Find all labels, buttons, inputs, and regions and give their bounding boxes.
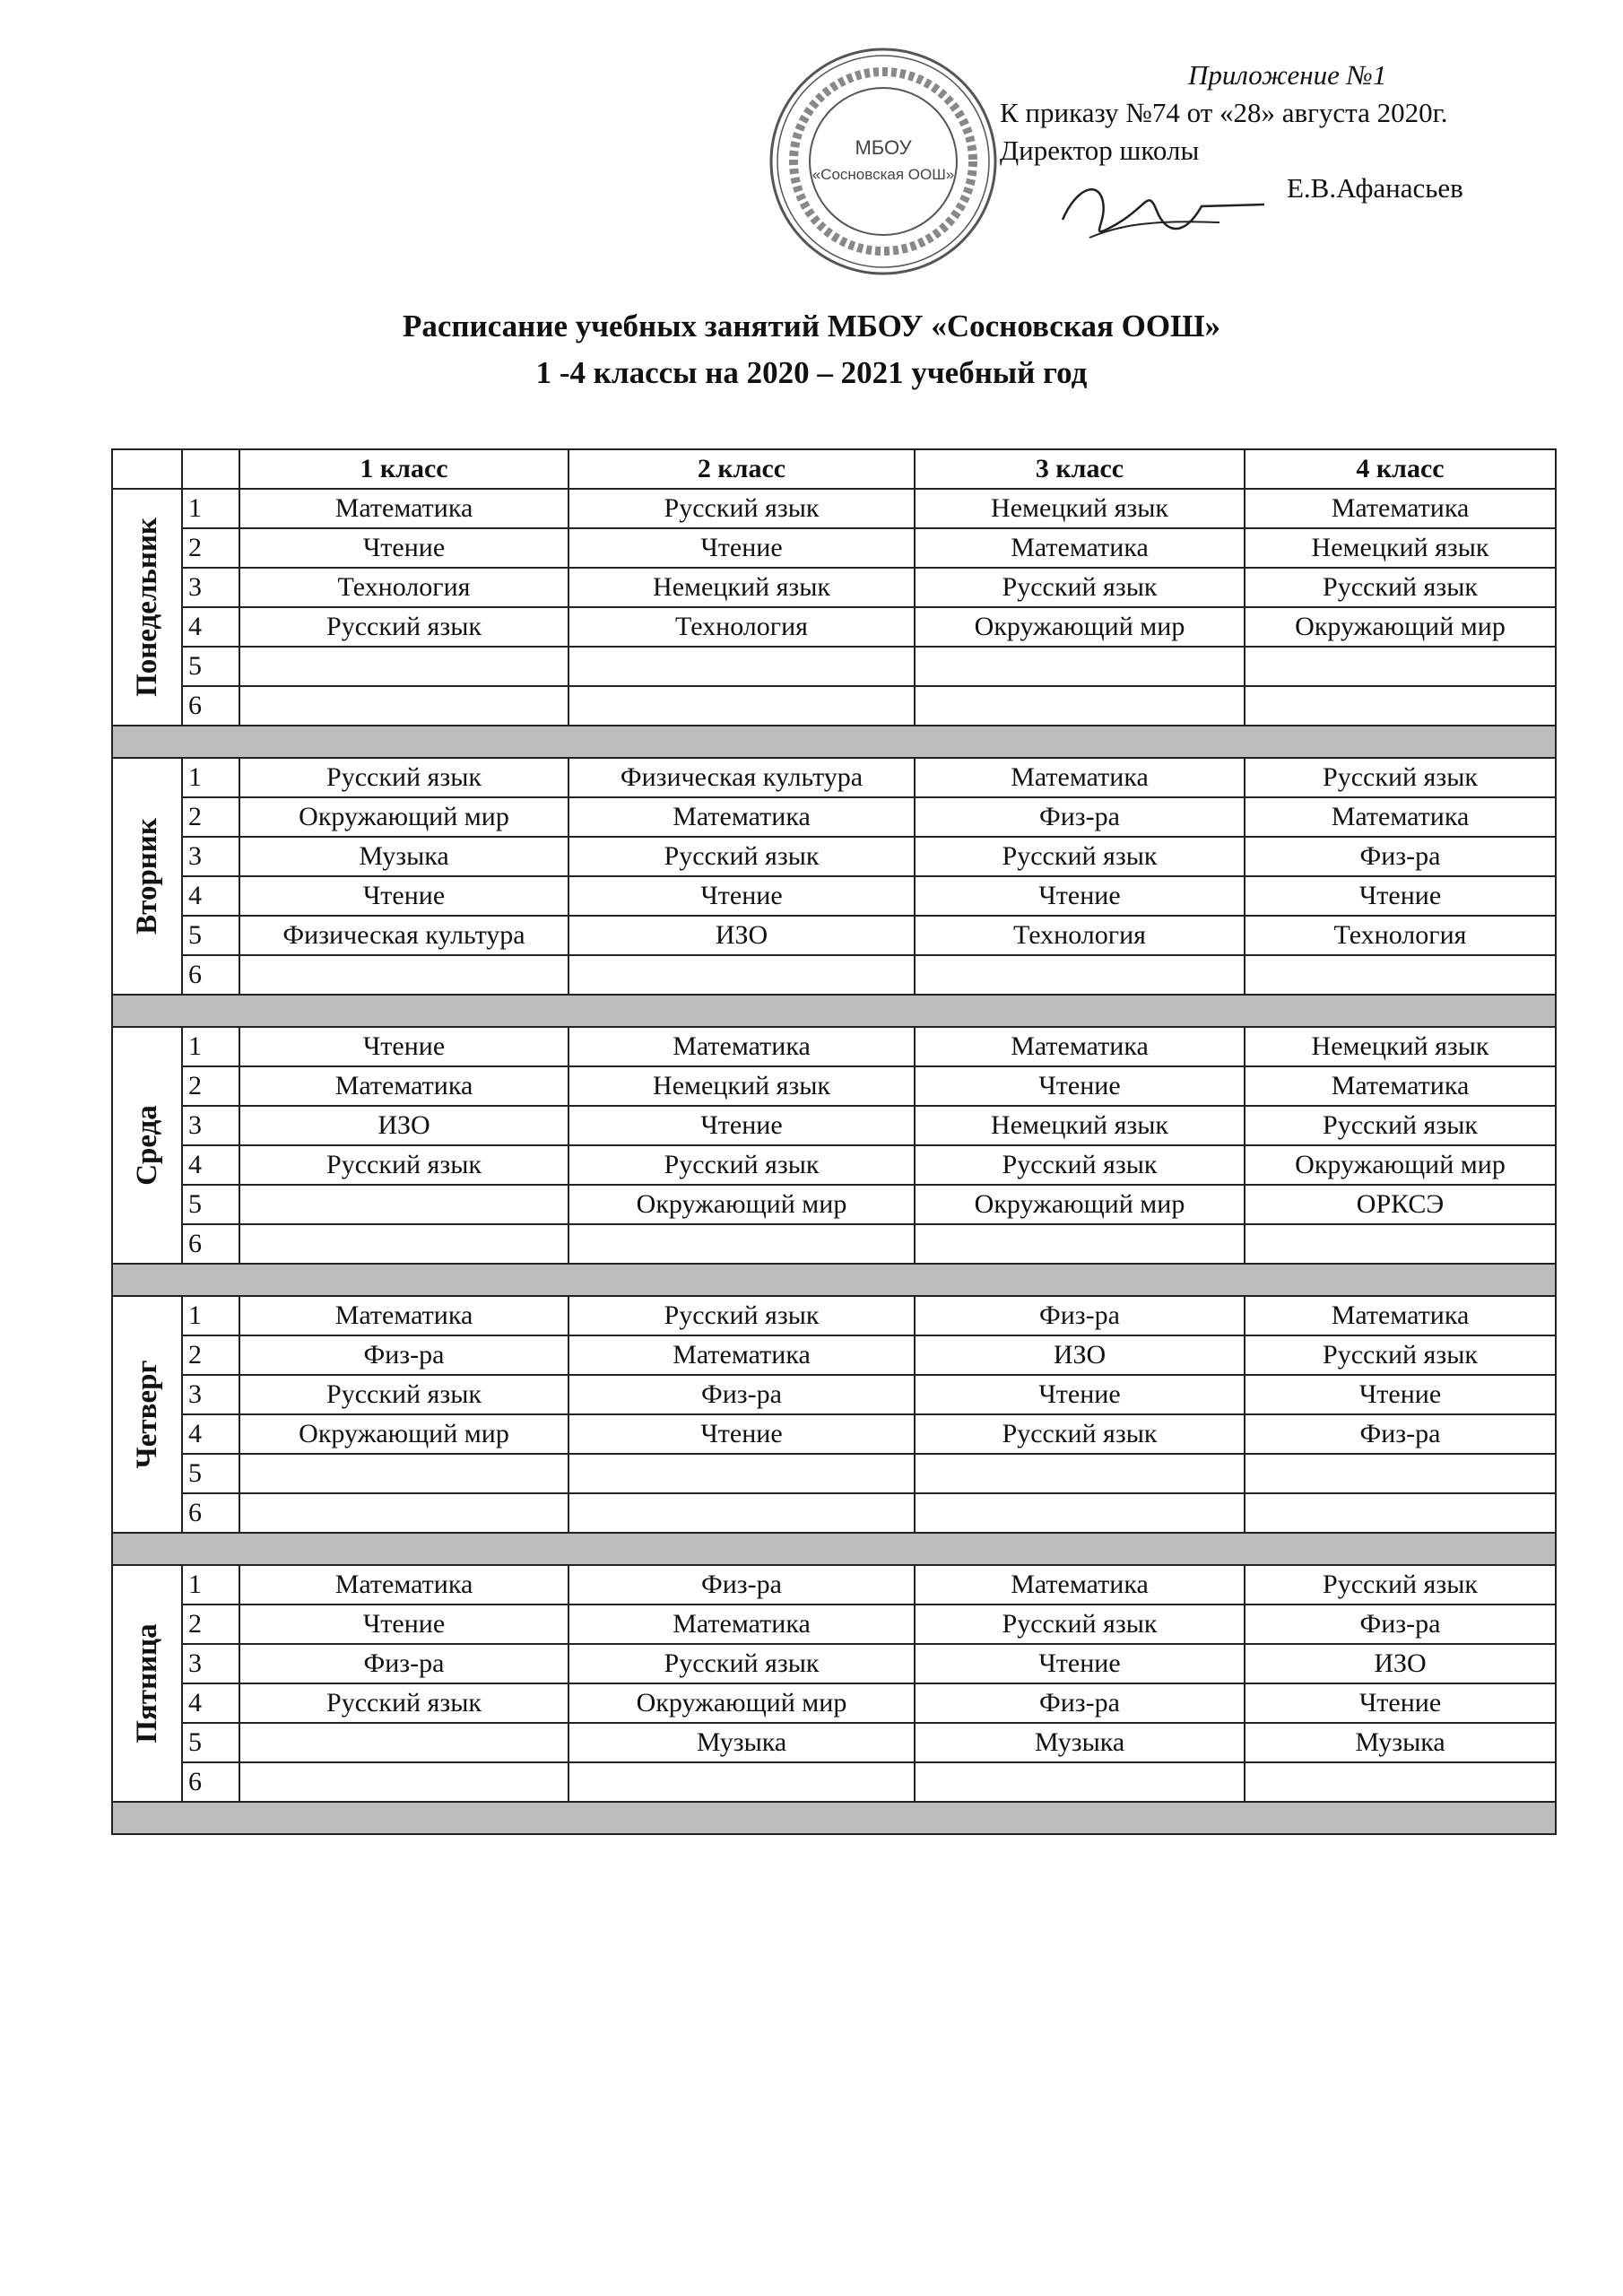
subject-cell: Физ-ра: [915, 1296, 1245, 1335]
subject-cell: Чтение: [568, 876, 915, 916]
subject-cell: Чтение: [915, 1375, 1245, 1414]
subject-cell: Русский язык: [239, 758, 568, 797]
lesson-number: 2: [182, 797, 239, 837]
subject-cell: Русский язык: [568, 1296, 915, 1335]
day-label-cell: [112, 1565, 182, 1802]
subject-cell: ОРКСЭ: [1245, 1185, 1556, 1224]
lesson-number: 2: [182, 1066, 239, 1106]
table-row: [112, 1296, 1556, 1335]
subject-cell: [915, 686, 1245, 726]
lesson-number: 1: [182, 1296, 239, 1335]
column-header: 2 класс: [568, 449, 915, 489]
lesson-number: 1: [182, 489, 239, 528]
subject-cell: Окружающий мир: [568, 1185, 915, 1224]
table-row: [112, 1335, 1556, 1375]
subject-cell: Математика: [1245, 1066, 1556, 1106]
order-reference: К приказу №74 от «28» августа 2020г.: [1000, 97, 1448, 128]
lesson-number: 3: [182, 568, 239, 607]
table-row: [112, 686, 1556, 726]
table-row: [112, 1066, 1556, 1106]
lesson-number: 5: [182, 1723, 239, 1762]
lesson-number: 6: [182, 955, 239, 995]
subject-cell: Русский язык: [1245, 1106, 1556, 1145]
table-row: [112, 837, 1556, 876]
subject-cell: Русский язык: [1245, 758, 1556, 797]
subject-cell: Чтение: [568, 1414, 915, 1454]
day-label: Понедельник: [131, 517, 163, 697]
subject-cell: Физ-ра: [239, 1335, 568, 1375]
column-header: 4 класс: [1245, 449, 1556, 489]
subject-cell: Математика: [1245, 489, 1556, 528]
subject-cell: Чтение: [568, 528, 915, 568]
subject-cell: Русский язык: [568, 1145, 915, 1185]
subject-cell: Окружающий мир: [239, 797, 568, 837]
subject-cell: Русский язык: [568, 1644, 915, 1683]
lesson-number: 1: [182, 1565, 239, 1605]
subject-cell: [915, 647, 1245, 686]
subject-cell: [1245, 1493, 1556, 1533]
subject-cell: Русский язык: [915, 568, 1245, 607]
subject-cell: [239, 1454, 568, 1493]
table-row: [112, 568, 1556, 607]
lesson-number: 6: [182, 1493, 239, 1533]
table-row: [112, 758, 1556, 797]
lesson-number: 4: [182, 876, 239, 916]
subject-cell: Чтение: [239, 528, 568, 568]
subject-cell: Физ-ра: [239, 1644, 568, 1683]
subject-cell: Немецкий язык: [1245, 1027, 1556, 1066]
lesson-number: 1: [182, 758, 239, 797]
lesson-number: 3: [182, 837, 239, 876]
table-row: [112, 1375, 1556, 1414]
subject-cell: Русский язык: [915, 837, 1245, 876]
subject-cell: Русский язык: [1245, 1335, 1556, 1375]
subject-cell: [239, 686, 568, 726]
subject-cell: [568, 955, 915, 995]
schedule-table: [111, 448, 1557, 1835]
table-row: [112, 1185, 1556, 1224]
day-separator: [112, 1264, 1556, 1296]
subject-cell: Технология: [915, 916, 1245, 955]
subject-cell: Чтение: [1245, 1683, 1556, 1723]
table-row: [112, 647, 1556, 686]
header-day-cell: [112, 449, 182, 489]
subject-cell: [239, 1762, 568, 1802]
table-row: [112, 876, 1556, 916]
subject-cell: Русский язык: [568, 489, 915, 528]
subject-cell: [1245, 1454, 1556, 1493]
subject-cell: Музыка: [568, 1723, 915, 1762]
lesson-number: 3: [182, 1644, 239, 1683]
lesson-number: 6: [182, 686, 239, 726]
subject-cell: [239, 1224, 568, 1264]
table-row: [112, 1414, 1556, 1454]
table-row: [112, 528, 1556, 568]
subject-cell: Физ-ра: [915, 1683, 1245, 1723]
subject-cell: Русский язык: [1245, 1565, 1556, 1605]
lesson-number: 4: [182, 1145, 239, 1185]
table-row: [112, 1106, 1556, 1145]
subject-cell: [915, 1224, 1245, 1264]
subject-cell: [915, 955, 1245, 995]
table-row: [112, 489, 1556, 528]
subject-cell: Математика: [915, 1027, 1245, 1066]
subject-cell: [239, 1723, 568, 1762]
subject-cell: Физ-ра: [1245, 1414, 1556, 1454]
schedule-body: [112, 489, 1556, 1834]
subject-cell: Русский язык: [239, 607, 568, 647]
subject-cell: Математика: [239, 1066, 568, 1106]
subject-cell: Физ-ра: [568, 1565, 915, 1605]
subject-cell: Чтение: [1245, 1375, 1556, 1414]
subject-cell: Русский язык: [915, 1414, 1245, 1454]
day-label: Пятница: [131, 1623, 163, 1744]
subject-cell: Окружающий мир: [568, 1683, 915, 1723]
subject-cell: Математика: [915, 758, 1245, 797]
table-row: [112, 1027, 1556, 1066]
school-stamp-icon: [767, 45, 1000, 278]
subject-cell: [568, 686, 915, 726]
subject-cell: Физ-ра: [568, 1375, 915, 1414]
appendix-label: Приложение №1: [1188, 59, 1387, 91]
subject-cell: Математика: [568, 1335, 915, 1375]
subject-cell: Математика: [1245, 797, 1556, 837]
stamp-center-line1: МБОУ: [855, 136, 912, 159]
subject-cell: Чтение: [1245, 876, 1556, 916]
subject-cell: Окружающий мир: [915, 607, 1245, 647]
lesson-number: 1: [182, 1027, 239, 1066]
subject-cell: Немецкий язык: [568, 568, 915, 607]
subject-cell: [568, 647, 915, 686]
subject-cell: [239, 1493, 568, 1533]
subject-cell: Чтение: [239, 1027, 568, 1066]
header-row: [112, 449, 1556, 489]
subject-cell: Технология: [239, 568, 568, 607]
subject-cell: Музыка: [239, 837, 568, 876]
lesson-number: 6: [182, 1762, 239, 1802]
lesson-number: 2: [182, 1335, 239, 1375]
lesson-number: 5: [182, 916, 239, 955]
subject-cell: [1245, 686, 1556, 726]
subject-cell: Математика: [239, 489, 568, 528]
day-label: Среда: [131, 1105, 163, 1186]
table-row: [112, 1565, 1556, 1605]
subject-cell: Чтение: [239, 876, 568, 916]
subject-cell: Немецкий язык: [915, 489, 1245, 528]
table-row: [112, 1723, 1556, 1762]
subject-cell: Русский язык: [239, 1375, 568, 1414]
subject-cell: Чтение: [239, 1605, 568, 1644]
subject-cell: Русский язык: [915, 1145, 1245, 1185]
subject-cell: Окружающий мир: [1245, 1145, 1556, 1185]
day-label-cell: [112, 1027, 182, 1264]
subject-cell: ИЗО: [915, 1335, 1245, 1375]
subject-cell: Технология: [1245, 916, 1556, 955]
table-row: [112, 1493, 1556, 1533]
subject-cell: [568, 1762, 915, 1802]
subject-cell: ИЗО: [568, 916, 915, 955]
subject-cell: [568, 1493, 915, 1533]
lesson-number: 2: [182, 528, 239, 568]
day-label-cell: [112, 1296, 182, 1533]
day-separator: [112, 1802, 1556, 1834]
subject-cell: Математика: [568, 797, 915, 837]
subject-cell: [1245, 1224, 1556, 1264]
table-row: [112, 1454, 1556, 1493]
lesson-number: 5: [182, 1185, 239, 1224]
lesson-number: 6: [182, 1224, 239, 1264]
table-row: [112, 1224, 1556, 1264]
header-num-cell: [182, 449, 239, 489]
subject-cell: Математика: [568, 1605, 915, 1644]
lesson-number: 3: [182, 1106, 239, 1145]
subject-cell: Математика: [915, 528, 1245, 568]
day-separator-cell: [112, 995, 1556, 1027]
table-row: [112, 1605, 1556, 1644]
subject-cell: Физическая культура: [568, 758, 915, 797]
lesson-number: 5: [182, 647, 239, 686]
day-label-cell: [112, 758, 182, 995]
table-row: [112, 916, 1556, 955]
page-subtitle: 1 -4 классы на 2020 – 2021 учебный год: [535, 355, 1088, 390]
subject-cell: Немецкий язык: [1245, 528, 1556, 568]
subject-cell: [1245, 1762, 1556, 1802]
day-separator-cell: [112, 1802, 1556, 1834]
subject-cell: Физ-ра: [1245, 837, 1556, 876]
subject-cell: Окружающий мир: [1245, 607, 1556, 647]
subject-cell: Физ-ра: [1245, 1605, 1556, 1644]
subject-cell: Окружающий мир: [915, 1185, 1245, 1224]
lesson-number: 2: [182, 1605, 239, 1644]
subject-cell: Чтение: [915, 876, 1245, 916]
subject-cell: Чтение: [915, 1644, 1245, 1683]
lesson-number: 5: [182, 1454, 239, 1493]
subject-cell: [915, 1762, 1245, 1802]
stamp-center-line2: «Сосновская ООШ»: [812, 166, 955, 183]
subject-cell: Чтение: [568, 1106, 915, 1145]
day-separator-cell: [112, 726, 1556, 758]
subject-cell: [568, 1454, 915, 1493]
subject-cell: [1245, 955, 1556, 995]
subject-cell: Математика: [239, 1565, 568, 1605]
table-row: [112, 1644, 1556, 1683]
subject-cell: [239, 955, 568, 995]
subject-cell: Русский язык: [239, 1683, 568, 1723]
subject-cell: [915, 1454, 1245, 1493]
director-position: Директор школы: [1000, 135, 1200, 166]
subject-cell: Математика: [239, 1296, 568, 1335]
subject-cell: Немецкий язык: [915, 1106, 1245, 1145]
day-separator-cell: [112, 1533, 1556, 1565]
subject-cell: [239, 1185, 568, 1224]
director-signature-icon: [1049, 170, 1273, 251]
table-row: [112, 607, 1556, 647]
subject-cell: [239, 647, 568, 686]
day-separator: [112, 726, 1556, 758]
subject-cell: ИЗО: [239, 1106, 568, 1145]
table-row: [112, 1145, 1556, 1185]
table-row: [112, 797, 1556, 837]
page-title: Расписание учебных занятий МБОУ «Сосновская ООШ»: [402, 309, 1221, 344]
subject-cell: [915, 1493, 1245, 1533]
subject-cell: [1245, 647, 1556, 686]
day-separator: [112, 1533, 1556, 1565]
subject-cell: Математика: [568, 1027, 915, 1066]
subject-cell: Немецкий язык: [568, 1066, 915, 1106]
subject-cell: Физическая культура: [239, 916, 568, 955]
day-label: Вторник: [131, 818, 163, 935]
subject-cell: Русский язык: [915, 1605, 1245, 1644]
subject-cell: Физ-ра: [915, 797, 1245, 837]
subject-cell: Математика: [915, 1565, 1245, 1605]
subject-cell: Русский язык: [239, 1145, 568, 1185]
lesson-number: 4: [182, 1683, 239, 1723]
subject-cell: Русский язык: [1245, 568, 1556, 607]
day-label: Четверг: [131, 1360, 163, 1469]
subject-cell: Музыка: [915, 1723, 1245, 1762]
subject-cell: Технология: [568, 607, 915, 647]
day-separator-cell: [112, 1264, 1556, 1296]
subject-cell: Музыка: [1245, 1723, 1556, 1762]
column-header: 3 класс: [915, 449, 1245, 489]
subject-cell: Математика: [1245, 1296, 1556, 1335]
lesson-number: 4: [182, 1414, 239, 1454]
lesson-number: 3: [182, 1375, 239, 1414]
day-separator: [112, 995, 1556, 1027]
subject-cell: Чтение: [915, 1066, 1245, 1106]
table-row: [112, 1683, 1556, 1723]
subject-cell: Окружающий мир: [239, 1414, 568, 1454]
table-row: [112, 1762, 1556, 1802]
subject-cell: [568, 1224, 915, 1264]
column-header: 1 класс: [239, 449, 568, 489]
director-name: Е.В.Афанасьев: [1287, 172, 1463, 204]
table-row: [112, 955, 1556, 995]
subject-cell: ИЗО: [1245, 1644, 1556, 1683]
subject-cell: Русский язык: [568, 837, 915, 876]
day-label-cell: [112, 489, 182, 726]
lesson-number: 4: [182, 607, 239, 647]
